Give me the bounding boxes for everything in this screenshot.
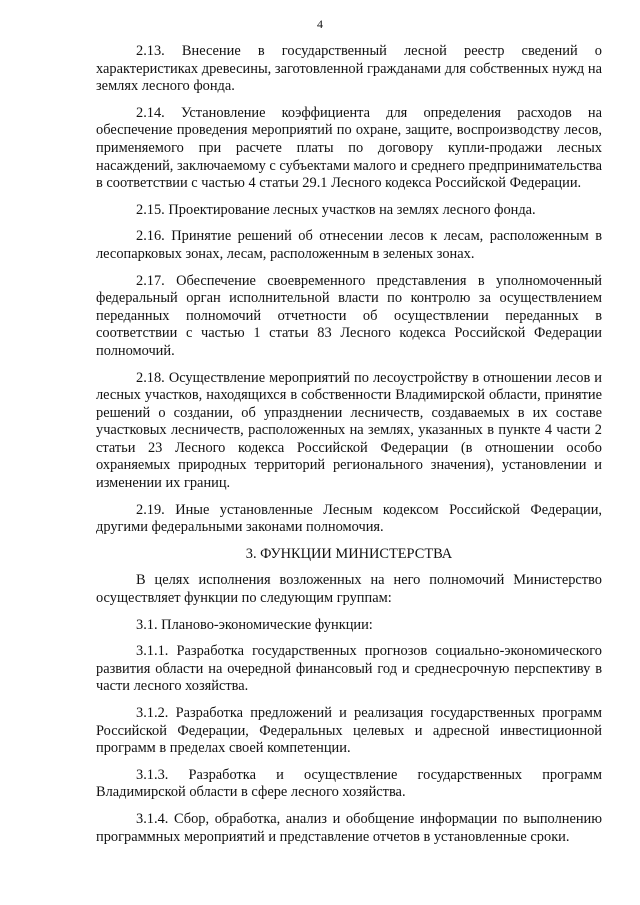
paragraph-3-1-3: 3.1.3. Разработка и осуществление государственных программ Владимирской области в сфере лесного хозяйства. [96,766,602,801]
page-number: 4 [317,17,323,31]
section-heading: 3. ФУНКЦИИ МИНИСТЕРСТВА [245,545,453,562]
paragraph-2-16: 2.16. Принятие решений об отнесении лесов к лесам, расположенным в лесопарковых зонах, лесам, расположенным в зеленых зонах. [96,228,602,262]
section-intro: В целях исполнения возложенных на него полномочий Министерство осуществляет функции по следующим группам: [96,572,602,607]
paragraph-3-1: 3.1. Планово-экономические функции: [136,616,373,633]
paragraph-2-17: 2.17. Обеспечение своевременного представления в уполномоченный федеральный орган исполнительной власти по контролю за осуществлением переданных полномочий отчетности об осуществлении переданных в соответствии с частью 1 статьи 83 Лесного кодекса Российской Федерации полномочий. [96,272,602,359]
paragraph-3-1-1: 3.1.1. Разработка государственных прогнозов социально-экономического развития области на очередной финансовый год и среднесрочную перспективу в части лесного хозяйства. [96,643,602,695]
paragraph-3-1-4: 3.1.4. Сбор, обработка, анализ и обобщение информации по выполнению программных мероприятий и представление отчетов в установленные сроки. [96,810,602,845]
paragraph-2-13: 2.13. Внесение в государственный лесной реестр сведений о характеристиках древесины, заготовленной гражданами для собственных нужд на землях лесного фонда. [96,43,602,95]
paragraph-3-1-2: 3.1.2. Разработка предложений и реализация государственных программ Российской Федерации, Федеральных целевых и адресной инвестиционной программ в пределах своей компетенции. [96,705,602,757]
paragraph-2-14: 2.14. Установление коэффициента для определения расходов на обеспечение проведения мероприятий по охране, защите, воспроизводству лесов, применяемого при расчете платы по договору купли-продажи лесных насаждений, заключаемому с субъектами малого и среднего предпринимательства в соответствии с частью 4 статьи 29.1 Лесного кодекса Российской Федерации. [96,104,603,192]
document-body [96,43,602,855]
paragraph-2-18: 2.18. Осуществление мероприятий по лесоустройству в отношении лесов и лесных участков, находящихся в собственности Владимирской области, принятие решений о создании, об упразднении лесничеств, создаваемых в их составе участковых лесничеств, расположенных на землях, указанных в пункте 4 части 2 статьи 23 Лесного кодекса Российской Федерации (в отношении особо охраняемых природных территорий регионального значения), установлении и изменении их границ. [96,369,602,492]
paragraph-2-15: 2.15. Проектирование лесных участков на землях лесного фонда. [136,201,536,218]
paragraph-2-19: 2.19. Иные установленные Лесным кодексом Российской Федерации, другими федеральными законами полномочия. [96,501,602,536]
